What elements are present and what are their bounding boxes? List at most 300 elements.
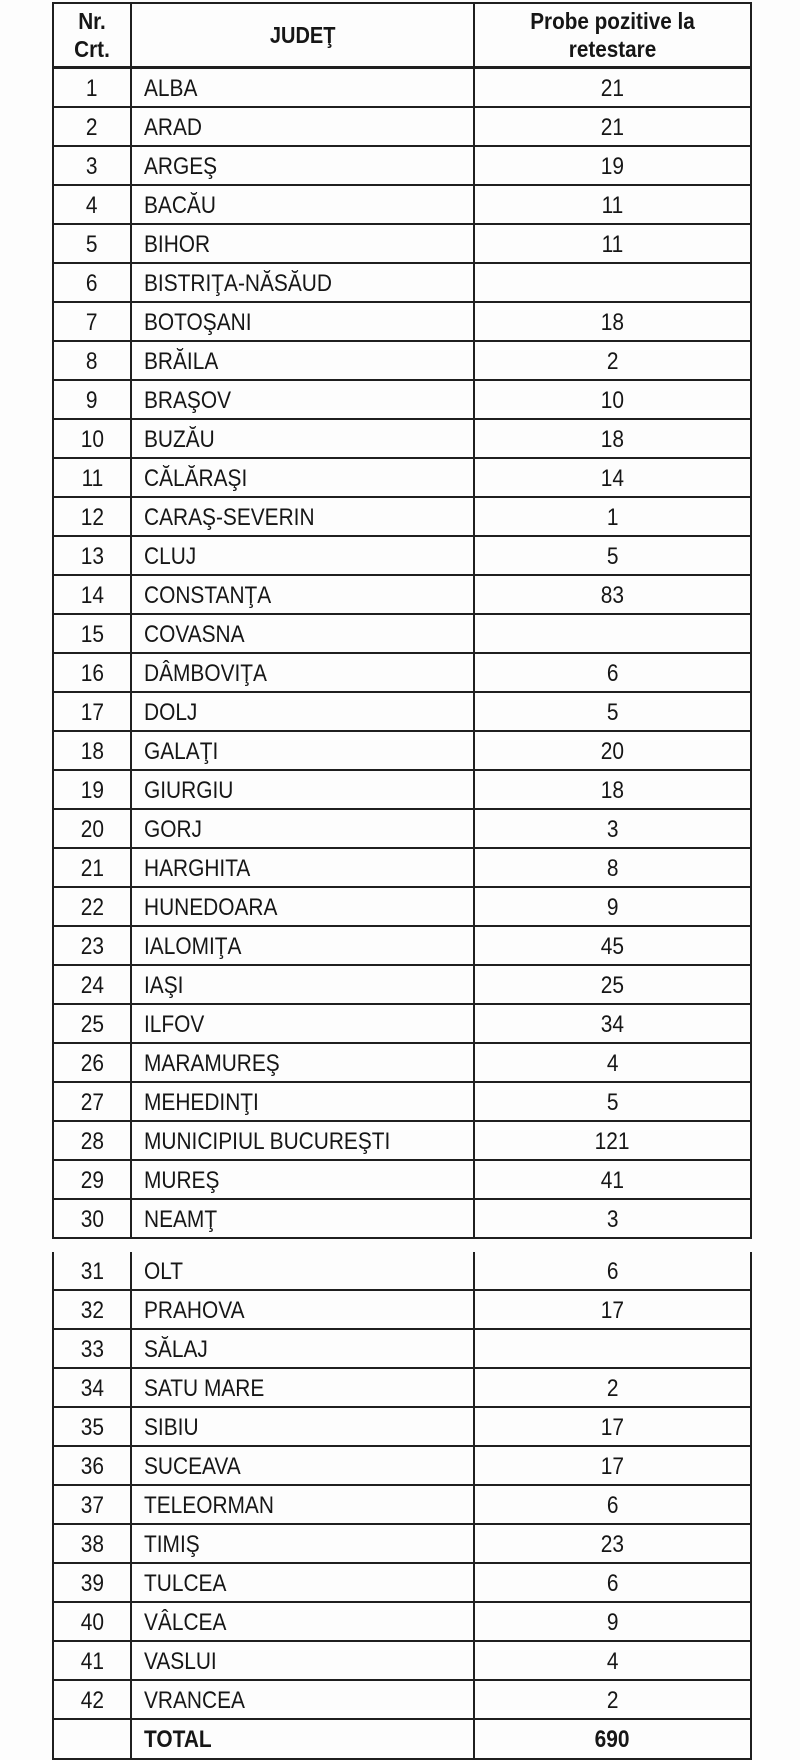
table-row [53, 263, 751, 302]
county-name-cell [131, 1563, 474, 1602]
total-empty-cell [53, 1719, 131, 1759]
table-row [53, 224, 751, 263]
table-row [53, 146, 751, 185]
value-cell-text: 45 [600, 933, 625, 960]
row-number-cell [53, 1043, 131, 1082]
value-cell [474, 653, 751, 692]
table-row [53, 536, 751, 575]
row-number-cell [53, 1329, 131, 1368]
value-cell-text: 18 [600, 777, 625, 804]
county-name-cell [131, 302, 474, 341]
county-name-cell-text: ALBA [144, 75, 198, 102]
county-name-cell-text: CLUJ [144, 543, 197, 570]
header-row [53, 3, 751, 68]
county-name-cell-text: CONSTANŢA [144, 582, 272, 609]
row-number-cell-text: 37 [80, 1492, 104, 1519]
value-cell-text: 6 [606, 1492, 619, 1519]
county-name-cell-text: CĂLĂRAŞI [144, 465, 248, 492]
row-number-cell-text: 3 [86, 153, 98, 180]
row-number-cell-text: 20 [80, 816, 104, 843]
value-cell [474, 1563, 751, 1602]
county-name-cell [131, 965, 474, 1004]
row-number-cell [53, 380, 131, 419]
row-number-cell [53, 1368, 131, 1407]
value-cell-text: 1 [606, 504, 619, 531]
county-name-cell [131, 614, 474, 653]
row-number-cell-text: 8 [86, 348, 98, 375]
total-value: 690 [595, 1726, 630, 1753]
table-header [53, 3, 751, 68]
county-name-cell-text: SĂLAJ [144, 1336, 208, 1363]
county-name-cell-text: IAŞI [144, 972, 184, 999]
county-name-cell-text: MUNICIPIUL BUCUREŞTI [144, 1128, 391, 1155]
value-cell-text: 6 [606, 660, 619, 687]
row-number-cell-text: 26 [80, 1050, 104, 1077]
row-number-cell-text: 4 [86, 192, 98, 219]
table-row [53, 380, 751, 419]
county-name-cell [131, 809, 474, 848]
value-cell [474, 302, 751, 341]
county-name-cell-text: BIHOR [144, 231, 211, 258]
table-row [53, 419, 751, 458]
value-cell-text: 18 [600, 426, 625, 453]
table-row [53, 1602, 751, 1641]
county-name-cell-text: HARGHITA [144, 855, 251, 882]
table-row [53, 1407, 751, 1446]
table-row [53, 302, 751, 341]
county-name-cell-text: SATU MARE [144, 1375, 265, 1402]
county-name-cell-text: BACĂU [144, 192, 216, 219]
county-name-cell-text: COVASNA [144, 621, 245, 648]
row-number-cell [53, 1485, 131, 1524]
row-number-cell-text: 42 [80, 1687, 104, 1714]
row-number-cell [53, 1121, 131, 1160]
table-row [53, 926, 751, 965]
row-number-cell-text: 5 [86, 231, 98, 258]
header-cell-probe [474, 3, 751, 68]
county-name-cell [131, 653, 474, 692]
county-name-cell-text: IALOMIŢA [144, 933, 242, 960]
table-row [53, 341, 751, 380]
value-cell [474, 1290, 751, 1329]
header-nr-line2: Crt. [74, 36, 110, 62]
value-cell-text: 83 [600, 582, 625, 609]
row-number-cell-text: 11 [81, 465, 103, 492]
county-name-cell-text: CARAŞ-SEVERIN [144, 504, 315, 531]
row-number-cell [53, 146, 131, 185]
value-cell-text: 34 [600, 1011, 625, 1038]
row-number-cell [53, 614, 131, 653]
county-name-cell [131, 1680, 474, 1719]
row-number-cell [53, 1446, 131, 1485]
county-name-cell [131, 1446, 474, 1485]
table-row [53, 185, 751, 224]
county-name-cell [131, 692, 474, 731]
value-cell [474, 848, 751, 887]
county-name-cell-text: BUZĂU [144, 426, 215, 453]
value-cell-text: 11 [601, 192, 624, 219]
value-cell-text: 2 [606, 1687, 619, 1714]
row-number-cell [53, 1407, 131, 1446]
county-name-cell-text: TIMIŞ [144, 1531, 200, 1558]
county-name-cell [131, 926, 474, 965]
value-cell-text: 5 [606, 699, 619, 726]
header-cell-nr-crt [53, 3, 131, 68]
value-cell [474, 1485, 751, 1524]
county-name-cell [131, 224, 474, 263]
table-row [53, 965, 751, 1004]
row-number-cell-text: 18 [80, 738, 104, 765]
table-row [53, 1121, 751, 1160]
row-number-cell-text: 22 [80, 894, 104, 921]
row-number-cell [53, 1252, 131, 1290]
row-number-cell [53, 1160, 131, 1199]
table-row [53, 887, 751, 926]
value-cell [474, 1680, 751, 1719]
row-number-cell-text: 24 [80, 972, 104, 999]
county-name-cell [131, 380, 474, 419]
county-name-cell [131, 107, 474, 146]
table-row [53, 1160, 751, 1199]
value-cell [474, 458, 751, 497]
total-value-cell [474, 1719, 751, 1759]
row-number-cell [53, 419, 131, 458]
county-name-cell [131, 731, 474, 770]
row-number-cell [53, 1602, 131, 1641]
value-cell-text: 18 [600, 309, 625, 336]
row-number-cell-text: 13 [80, 543, 104, 570]
county-name-cell [131, 1290, 474, 1329]
table-row [53, 68, 751, 108]
county-name-cell [131, 1602, 474, 1641]
total-label-cell [131, 1719, 474, 1759]
value-cell [474, 185, 751, 224]
table-footer [53, 1719, 751, 1759]
row-number-cell [53, 731, 131, 770]
value-cell-text: 41 [600, 1167, 625, 1194]
value-cell [474, 1252, 751, 1290]
header-judet-label: JUDEŢ [269, 22, 336, 48]
table-row [53, 848, 751, 887]
header-nr-line1: Nr. [78, 8, 106, 34]
table-row [53, 458, 751, 497]
county-name-cell [131, 146, 474, 185]
total-label: TOTAL [144, 1726, 212, 1753]
row-number-cell-text: 40 [80, 1609, 104, 1636]
county-name-cell-text: PRAHOVA [144, 1297, 245, 1324]
county-name-cell-text: BRAŞOV [144, 387, 232, 414]
table-row [53, 1680, 751, 1719]
row-number-cell [53, 926, 131, 965]
value-cell-text: 17 [600, 1414, 625, 1441]
table-part2-body [53, 1252, 751, 1719]
value-cell-text: 8 [606, 855, 619, 882]
row-number-cell-text: 25 [80, 1011, 104, 1038]
table-row [53, 1082, 751, 1121]
value-cell-text: 4 [606, 1050, 619, 1077]
value-cell [474, 1368, 751, 1407]
table-part1-body [53, 68, 751, 1239]
county-name-cell [131, 536, 474, 575]
county-name-cell-text: GORJ [144, 816, 203, 843]
county-name-cell-text: MEHEDINŢI [144, 1089, 259, 1116]
county-name-cell-text: ARAD [144, 114, 203, 141]
row-number-cell [53, 224, 131, 263]
value-cell-text: 17 [600, 1297, 625, 1324]
value-cell-text: 3 [606, 816, 619, 843]
row-number-cell [53, 68, 131, 108]
row-number-cell-text: 15 [80, 621, 104, 648]
county-name-cell-text: MARAMUREŞ [144, 1050, 280, 1077]
value-cell-text: 14 [600, 465, 625, 492]
county-name-cell [131, 1524, 474, 1563]
county-name-cell-text: NEAMŢ [144, 1206, 218, 1233]
county-name-cell-text: SIBIU [144, 1414, 199, 1441]
row-number-cell-text: 33 [80, 1336, 104, 1363]
row-number-cell [53, 965, 131, 1004]
value-cell [474, 614, 751, 653]
value-cell-text: 23 [600, 1531, 625, 1558]
table-row [53, 1043, 751, 1082]
row-number-cell-text: 9 [86, 387, 98, 414]
retest-table-section-2 [52, 1252, 752, 1760]
row-number-cell [53, 1199, 131, 1238]
county-name-cell [131, 185, 474, 224]
county-name-cell [131, 575, 474, 614]
table-row [53, 653, 751, 692]
retest-table-section-1 [52, 2, 752, 1239]
row-number-cell [53, 1641, 131, 1680]
value-cell [474, 926, 751, 965]
row-number-cell-text: 34 [80, 1375, 104, 1402]
county-name-cell-text: BRĂILA [144, 348, 219, 375]
county-name-cell [131, 1329, 474, 1368]
row-number-cell-text: 35 [80, 1414, 104, 1441]
row-number-cell-text: 16 [80, 660, 104, 687]
county-name-cell [131, 1199, 474, 1238]
table-row [53, 1524, 751, 1563]
row-number-cell [53, 887, 131, 926]
value-cell [474, 692, 751, 731]
table-row [53, 692, 751, 731]
row-number-cell [53, 107, 131, 146]
value-cell [474, 1121, 751, 1160]
county-name-cell-text: BISTRIŢA-NĂSĂUD [144, 270, 332, 297]
value-cell [474, 1602, 751, 1641]
row-number-cell-text: 38 [80, 1531, 104, 1558]
table-row [53, 1368, 751, 1407]
county-name-cell [131, 1043, 474, 1082]
county-name-cell [131, 770, 474, 809]
row-number-cell-text: 1 [86, 75, 98, 102]
table-row [53, 731, 751, 770]
row-number-cell-text: 32 [80, 1297, 104, 1324]
row-number-cell [53, 1082, 131, 1121]
county-name-cell [131, 1641, 474, 1680]
value-cell-text: 3 [606, 1206, 619, 1233]
county-name-cell-text: SUCEAVA [144, 1453, 241, 1480]
value-cell [474, 263, 751, 302]
row-number-cell-text: 30 [80, 1206, 104, 1233]
table-row [53, 614, 751, 653]
row-number-cell [53, 302, 131, 341]
county-name-cell [131, 263, 474, 302]
retest-table-wrapper [52, 2, 750, 1760]
county-name-cell-text: ARGEŞ [144, 153, 218, 180]
value-cell-text: 10 [600, 387, 625, 414]
value-cell [474, 107, 751, 146]
value-cell [474, 497, 751, 536]
table-row [53, 1641, 751, 1680]
value-cell [474, 380, 751, 419]
value-cell [474, 1446, 751, 1485]
value-cell [474, 1641, 751, 1680]
value-cell [474, 887, 751, 926]
row-number-cell [53, 263, 131, 302]
table-row [53, 770, 751, 809]
value-cell [474, 224, 751, 263]
value-cell [474, 809, 751, 848]
row-number-cell-text: 7 [86, 309, 98, 336]
value-cell-text: 21 [600, 114, 625, 141]
value-cell [474, 419, 751, 458]
county-name-cell [131, 497, 474, 536]
row-number-cell [53, 185, 131, 224]
row-number-cell-text: 17 [80, 699, 104, 726]
row-number-cell-text: 12 [80, 504, 104, 531]
county-name-cell-text: MUREŞ [144, 1167, 220, 1194]
value-cell [474, 575, 751, 614]
county-name-cell [131, 68, 474, 108]
county-name-cell [131, 1082, 474, 1121]
county-name-cell-text: DOLJ [144, 699, 198, 726]
county-name-cell-text: ILFOV [144, 1011, 205, 1038]
row-number-cell-text: 10 [80, 426, 104, 453]
value-cell [474, 1043, 751, 1082]
county-name-cell-text: DÂMBOVIŢA [144, 660, 267, 687]
row-number-cell-text: 39 [80, 1570, 104, 1597]
county-name-cell [131, 1407, 474, 1446]
county-name-cell [131, 458, 474, 497]
value-cell-text: 25 [600, 972, 625, 999]
table-row [53, 809, 751, 848]
row-number-cell [53, 341, 131, 380]
table-row [53, 1252, 751, 1290]
page-break-gap [52, 1239, 750, 1252]
table-row [53, 107, 751, 146]
row-number-cell-text: 29 [80, 1167, 104, 1194]
row-number-cell [53, 692, 131, 731]
row-number-cell [53, 536, 131, 575]
row-number-cell-text: 19 [80, 777, 104, 804]
row-number-cell [53, 1563, 131, 1602]
row-number-cell [53, 1290, 131, 1329]
header-probe-line1: Probe pozitive la [530, 8, 695, 34]
row-number-cell-text: 27 [80, 1089, 104, 1116]
value-cell-text: 2 [606, 348, 619, 375]
row-number-cell-text: 41 [80, 1648, 104, 1675]
value-cell [474, 1004, 751, 1043]
value-cell [474, 1407, 751, 1446]
table-row [53, 1485, 751, 1524]
value-cell [474, 1329, 751, 1368]
value-cell [474, 68, 751, 108]
value-cell [474, 341, 751, 380]
row-number-cell-text: 28 [80, 1128, 104, 1155]
table-row [53, 1329, 751, 1368]
value-cell-text: 6 [606, 1570, 619, 1597]
value-cell-text: 5 [606, 1089, 619, 1116]
county-name-cell-text: VASLUI [144, 1648, 217, 1675]
county-name-cell-text: VÂLCEA [144, 1609, 227, 1636]
table-row [53, 1290, 751, 1329]
value-cell [474, 1082, 751, 1121]
table-row [53, 1004, 751, 1043]
value-cell-text: 5 [606, 543, 619, 570]
county-name-cell [131, 1368, 474, 1407]
row-number-cell-text: 14 [80, 582, 104, 609]
row-number-cell [53, 458, 131, 497]
row-number-cell [53, 770, 131, 809]
table-row [53, 1446, 751, 1485]
value-cell-text: 17 [600, 1453, 625, 1480]
row-number-cell [53, 1680, 131, 1719]
county-name-cell-text: OLT [144, 1258, 184, 1285]
value-cell-text: 9 [606, 894, 619, 921]
row-number-cell [53, 809, 131, 848]
county-name-cell-text: HUNEDOARA [144, 894, 278, 921]
county-name-cell [131, 1121, 474, 1160]
header-probe-line2: retestare [568, 36, 657, 62]
county-name-cell [131, 1252, 474, 1290]
row-number-cell [53, 1004, 131, 1043]
table-row [53, 1199, 751, 1238]
value-cell [474, 1160, 751, 1199]
header-cell-judet [131, 3, 474, 68]
value-cell-text: 9 [606, 1609, 619, 1636]
row-number-cell [53, 1524, 131, 1563]
value-cell-text: 2 [606, 1375, 619, 1402]
row-number-cell-text: 6 [86, 270, 98, 297]
total-row [53, 1719, 751, 1759]
value-cell-text: 20 [600, 738, 625, 765]
county-name-cell-text: VRANCEA [144, 1687, 245, 1714]
table-row [53, 1563, 751, 1602]
county-name-cell [131, 1004, 474, 1043]
row-number-cell [53, 848, 131, 887]
row-number-cell [53, 497, 131, 536]
county-name-cell [131, 341, 474, 380]
row-number-cell-text: 21 [80, 855, 104, 882]
row-number-cell-text: 36 [80, 1453, 104, 1480]
row-number-cell [53, 653, 131, 692]
row-number-cell [53, 575, 131, 614]
value-cell-text: 19 [600, 153, 625, 180]
county-name-cell [131, 1485, 474, 1524]
county-name-cell-text: GALAŢI [144, 738, 219, 765]
county-name-cell-text: TELEORMAN [144, 1492, 274, 1519]
table-row [53, 575, 751, 614]
value-cell [474, 146, 751, 185]
county-name-cell-text: GIURGIU [144, 777, 234, 804]
row-number-cell-text: 23 [80, 933, 104, 960]
value-cell-text: 4 [606, 1648, 619, 1675]
county-name-cell [131, 848, 474, 887]
value-cell-text: 121 [595, 1128, 630, 1155]
value-cell [474, 1524, 751, 1563]
row-number-cell-text: 31 [80, 1258, 104, 1285]
value-cell [474, 1199, 751, 1238]
